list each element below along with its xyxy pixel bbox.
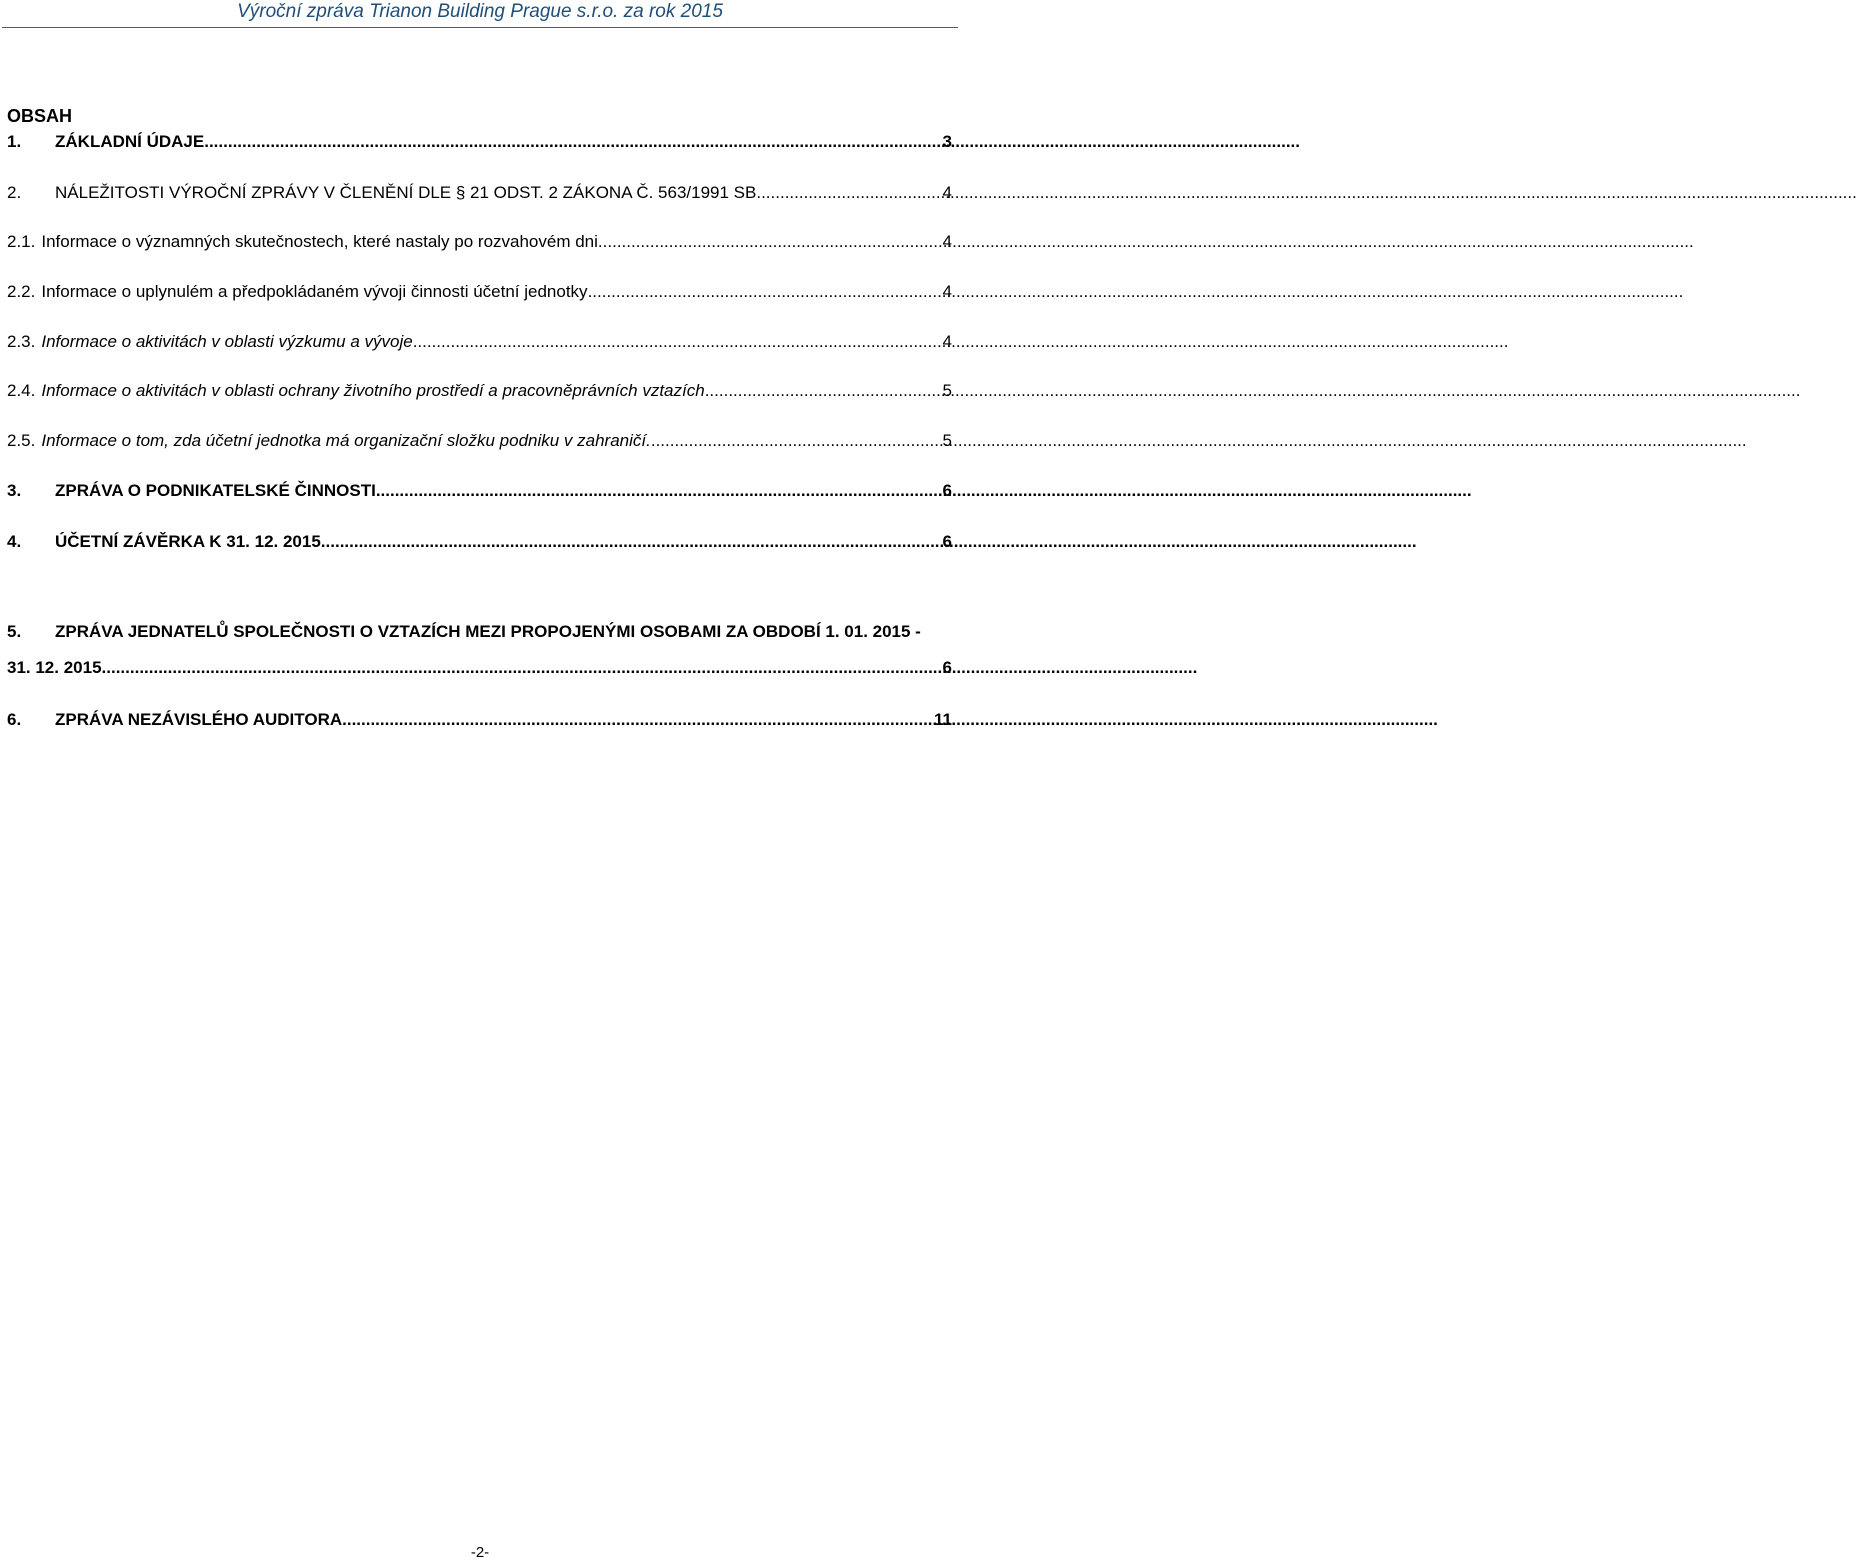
toc-entry-number: 2.3.	[7, 332, 36, 351]
toc-entry-number: 2.	[7, 183, 22, 202]
toc-entry-title: Informace o aktivitách v oblasti ochrany životního prostředí a pracovněprávních vztazích	[41, 381, 705, 400]
toc-entry-number: 1.	[7, 132, 22, 151]
toc-leader-dots	[598, 230, 941, 254]
toc-entry-2-2[interactable]	[7, 280, 952, 304]
toc-entry-6[interactable]	[7, 708, 952, 732]
toc-entry-title: ÚČETNÍ ZÁVĚRKA K 31. 12. 2015	[55, 532, 321, 551]
toc-leader-dots	[705, 379, 941, 403]
toc-leader-dots	[376, 479, 941, 503]
toc-entry-page: 6	[942, 658, 952, 677]
toc-entry-title: Informace o významných skutečnostech, které nastaly po rozvahovém dni	[41, 232, 598, 251]
toc-leader-dots	[588, 280, 941, 304]
toc-entry-page: 4	[942, 183, 952, 202]
toc-entry-page: 4	[942, 332, 952, 351]
toc-leader-dots	[321, 530, 941, 554]
toc-heading: OBSAH	[7, 106, 73, 126]
toc-entry-number: 2.5.	[7, 431, 36, 450]
toc-entry-title: NÁLEŽITOSTI VÝROČNÍ ZPRÁVY V ČLENĚNÍ DLE § 21 ODST. 2 ZÁKONA Č. 563/1991 SB.	[55, 183, 762, 202]
toc-entry-title-continued: 31. 12. 2015	[7, 658, 102, 677]
toc-entry-page: 6	[942, 481, 952, 500]
toc-entry-5-continued[interactable]	[7, 656, 952, 680]
toc-entry-page: 5	[942, 381, 952, 400]
toc-entry-2-1[interactable]	[7, 230, 952, 254]
toc-entry-number: 6.	[7, 710, 22, 729]
toc-leader-dots	[761, 181, 940, 205]
toc-entry-title: Informace o aktivitách v oblasti výzkumu a vývoje	[41, 332, 413, 351]
toc-leader-dots	[102, 656, 941, 680]
toc-entry-2-3[interactable]	[7, 330, 952, 354]
toc-entry-number: 2.4.	[7, 381, 36, 400]
toc-entry-page: 3	[942, 132, 952, 151]
toc-entry-4[interactable]	[7, 530, 952, 554]
toc-entry-title: Informace o tom, zda účetní jednotka má organizační složku podniku v zahraničí.	[41, 431, 651, 450]
toc-entry-page: 6	[942, 532, 952, 551]
toc-entry-1[interactable]	[7, 130, 952, 154]
toc-entry-page: 4	[942, 232, 952, 251]
header-divider	[2, 27, 958, 28]
toc-leader-dots	[651, 429, 941, 453]
toc-entry-page: 11	[934, 710, 952, 729]
toc-entry-number: 3.	[7, 481, 22, 500]
toc-leader-dots	[342, 708, 932, 732]
toc-entry-title: Informace o uplynulém a předpokládaném vývoji činnosti účetní jednotky	[41, 282, 588, 301]
toc-entry-title: ZPRÁVA NEZÁVISLÉHO AUDITORA	[55, 710, 343, 729]
toc-entry-number: 4.	[7, 532, 22, 551]
toc-entry-number: 5.	[7, 622, 22, 641]
toc-entry-number: 2.2.	[7, 282, 36, 301]
toc-entry-2-5[interactable]	[7, 429, 952, 453]
header-title: Výroční zpráva Trianon Building Prague s.r.o. za rok 2015	[237, 1, 723, 22]
toc-leader-dots	[413, 330, 941, 354]
toc-entry-3[interactable]	[7, 479, 952, 503]
toc-entry-title: ZPRÁVA JEDNATELŮ SPOLEČNOSTI O VZTAZÍCH MEZI PROPOJENÝMI OSOBAMI ZA OBDOBÍ 1. 01. 2015 -	[55, 622, 921, 641]
page-number: -2-	[470, 1544, 490, 1561]
toc-entry-page: 4	[942, 282, 952, 301]
toc-entry-title: ZÁKLADNÍ ÚDAJE	[55, 132, 205, 151]
toc-entry-number: 2.1.	[7, 232, 36, 251]
toc-entry-page: 5	[942, 431, 952, 450]
toc-entry-2-4[interactable]	[7, 379, 952, 403]
toc-entry-title: ZPRÁVA O PODNIKATELSKÉ ČINNOSTI	[55, 481, 376, 500]
running-header	[0, 0, 960, 30]
toc-leader-dots	[204, 130, 940, 154]
toc-entry-2[interactable]	[7, 181, 952, 205]
toc-entry-5[interactable]	[7, 620, 952, 644]
